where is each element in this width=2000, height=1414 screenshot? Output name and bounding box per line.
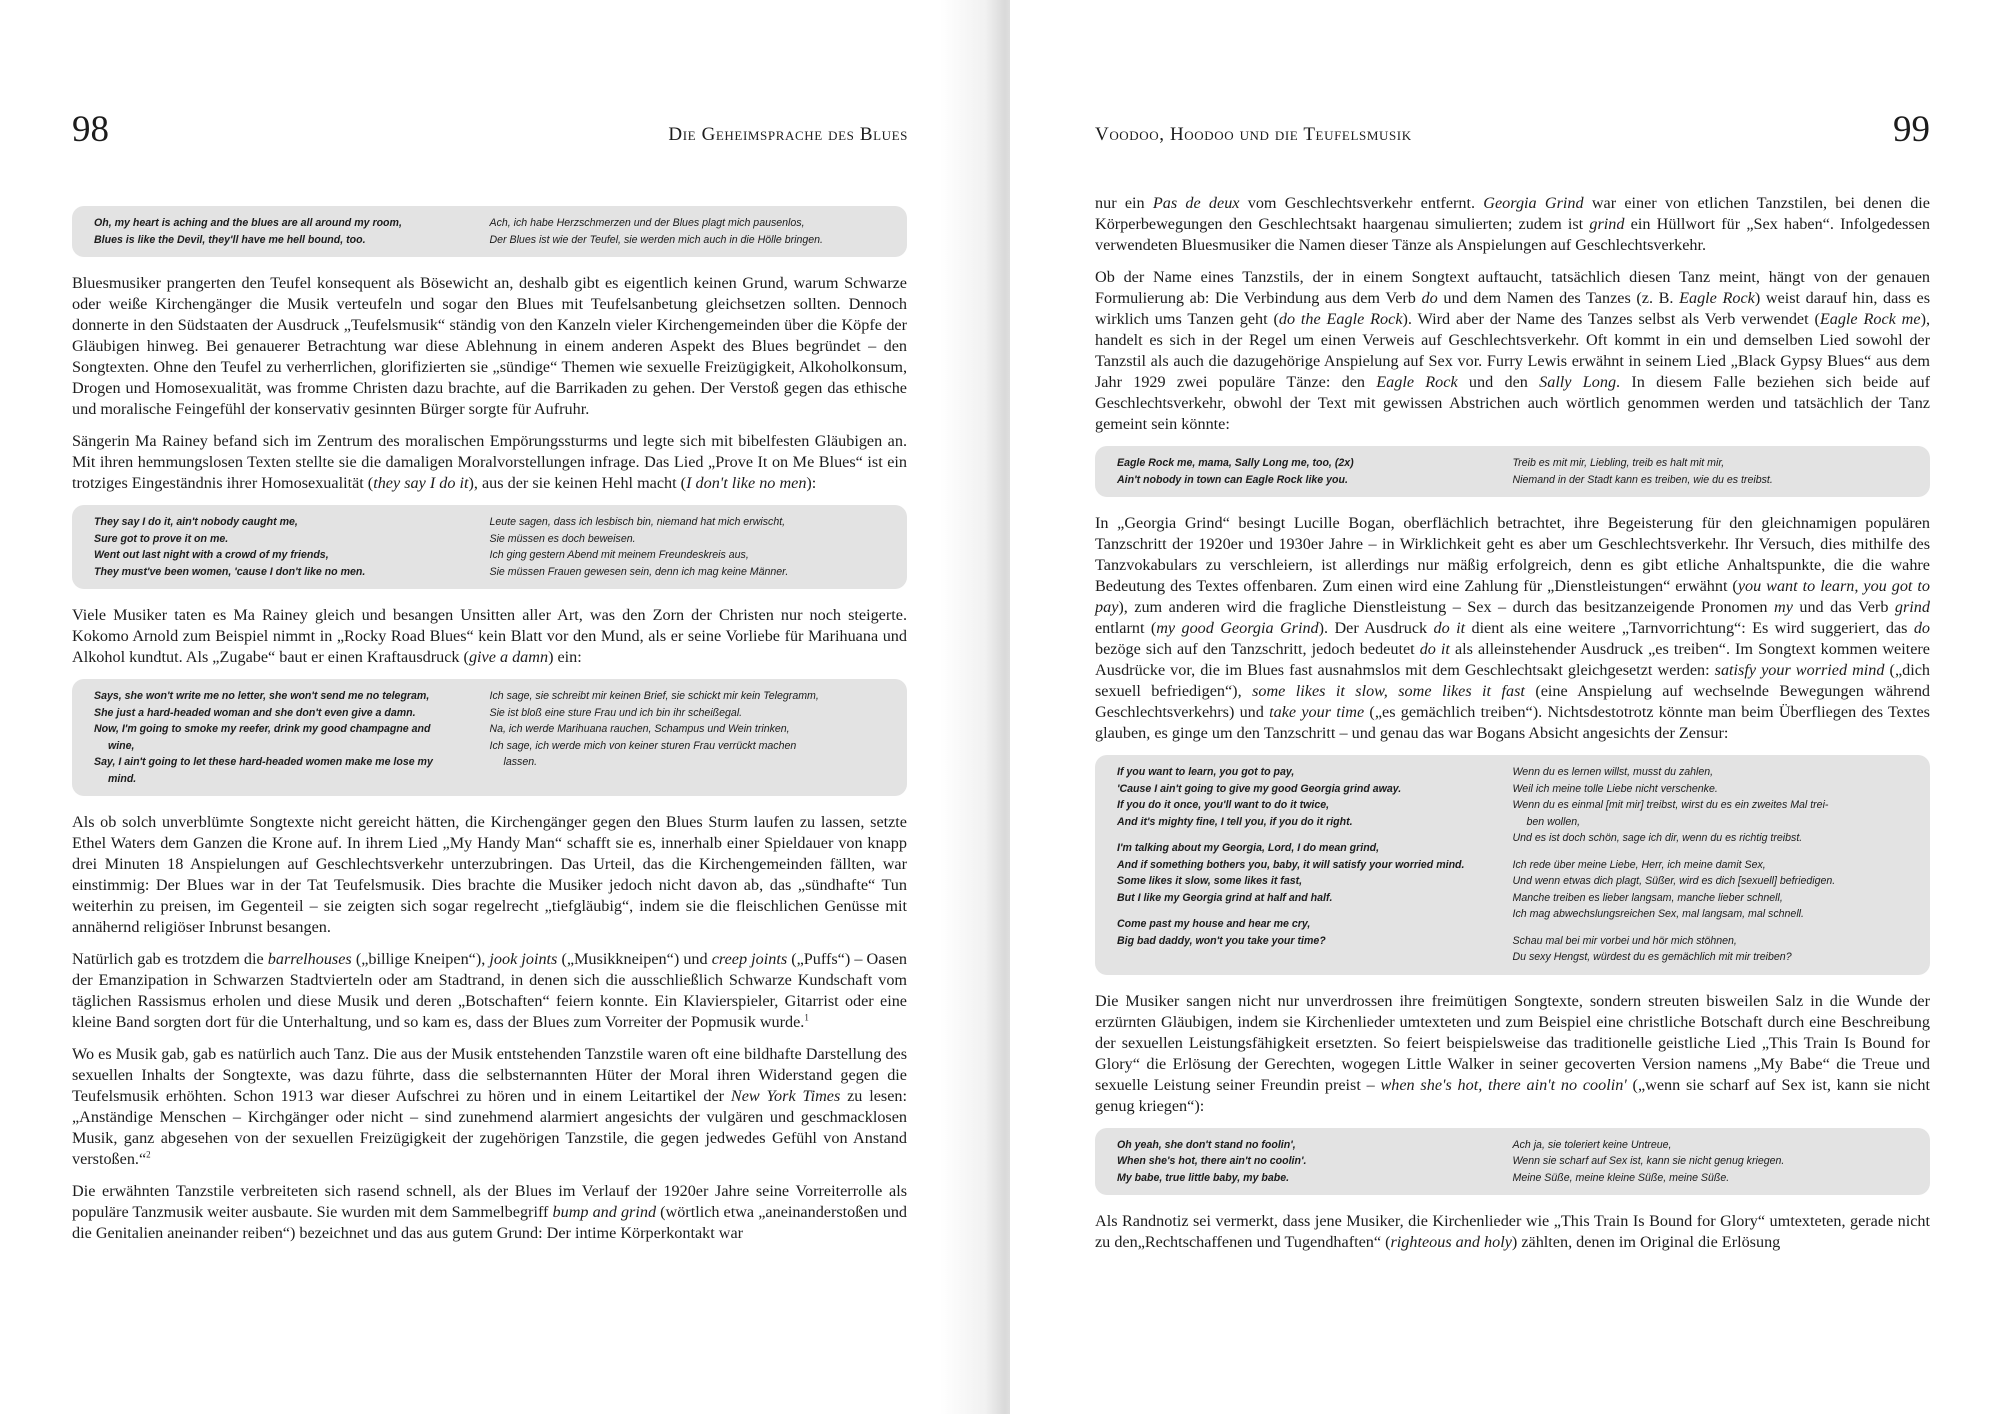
- lyric-translation: [490, 688, 886, 787]
- lyric-line: Says, she won't write me no letter, she won't send me no telegram,: [94, 690, 430, 702]
- body-text: [72, 200, 907, 1255]
- lyric-original: [1117, 764, 1513, 966]
- lyric-line: Sure got to prove it on me.: [94, 532, 229, 545]
- running-head: Voodoo, Hoodoo und die Teufelsmusik: [1095, 124, 1412, 145]
- lyric-translation: [490, 215, 886, 248]
- lyric-translation: [1513, 764, 1909, 966]
- paragraph: Die erwähnten Tanzstile verbreiteten sich rasend schnell, als der Blues im Verlauf der 1920er Jahre seine Vorreiterrolle als populäre Tanzmusik weiter ausbaute. Sie wurden mit dem Sammelbegriff bump and grind (wörtlich etwa „aneinanderstoßen und die Genitalien aneinander reiben“) bezeichnet und das aus gutem Grund: Der intime Körperkontakt war: [72, 1182, 908, 1242]
- lyric-line: And if something bothers you, baby, it will satisfy your worried mind.: [1117, 858, 1465, 871]
- lyric-line: If you do it once, you'll want to do it twice,: [1117, 799, 1330, 811]
- lyric-line: Leute sagen, dass ich lesbisch bin, niemand hat mich erwischt,: [489, 516, 786, 528]
- lyric-box: [72, 206, 907, 257]
- lyric-line: Na, ich werde Marihuana rauchen, Schampus und Wein trinken,: [489, 723, 790, 735]
- lyric-translation: [490, 514, 886, 580]
- lyric-line: Ich sage, ich werde mich von keiner sturen Frau verrückt machen: [489, 739, 797, 752]
- lyric-original: [1117, 455, 1513, 488]
- lyric-original: [1117, 1137, 1513, 1187]
- lyric-line: Sie müssen es doch beweisen.: [489, 532, 636, 545]
- paragraph: nur ein Pas de deux vom Geschlechtsverkehr entfernt. Georgia Grind war einer von etlichen Tanzstilen, bei denen die Körperbewegungen den Geschlechtsakt haargenau simulierten; zudem ist grind ein Hüllwort für „Sex haben“. Infolgedessen verwendeten Bluesmusiker die Namen dieser Tänze als Anspielungen auf Geschlechtsverkehr.: [1095, 194, 1930, 254]
- lyric-box: [1095, 446, 1930, 497]
- lyric-original: [94, 514, 490, 580]
- lyric-translation: [1513, 455, 1909, 488]
- left-page: [0, 0, 990, 1414]
- lyric-line: I'm talking about my Georgia, Lord, I do mean grind,: [1117, 842, 1380, 854]
- lyric-box: [72, 679, 907, 796]
- lyric-line: Went out last night with a crowd of my friends,: [94, 549, 329, 561]
- lyric-line: They say I do it, ain't nobody caught me,: [94, 516, 298, 528]
- lyric-line: Treib es mit mir, Liebling, treib es halt mit mir,: [1512, 457, 1725, 469]
- lyric-box: [72, 505, 907, 589]
- lyric-line: Manche treiben es lieber langsam, manche lieber schnell,: [1512, 891, 1783, 904]
- paragraph: Natürlich gab es trotzdem die barrelhouses („billige Kneipen“), jook joints („Musikkneipen“) und creep joints („Puffs“) – Oasen der Emanzipation in Schwarzen Stadtvierteln oder am Stadtrand, in denen sich die ausschließlich Schwarze Kundschaft vom täglichen Rassismus erholen und diese Musik und deren „Botschaften“ feiern konnte. Ein Klavierspieler, Gitarrist oder eine kleine Band sorgten dort für die Unterhaltung, und so kam es, dass der Blues zum Vorreiter der Popmusik wurde.$^1$: [72, 950, 907, 1031]
- lyric-box: [1095, 755, 1930, 975]
- paragraph: Als ob solch unverblümte Songtexte nicht gereicht hätten, die Kirchengänger gegen den Blues Sturm laufen zu lassen, setzte Ethel Waters dem Ganzen die Krone auf. In ihrem Lied „My Handy Man“ schafft sie es, innerhalb einer Spieldauer von knapp drei Minuten 18 Anspielungen auf Geschlechtsverkehr unterzubringen. Das Urteil, das die Kirchengemeinden fällten, war einstimmig: Der Blues war in der Tat Teufelsmusik. Dies brachte die Musiker jedoch nicht davon ab, das „sündhafte“ Tun weiterhin zu preisen, im Gegenteil – sie zeigten sich sogar regelrecht „tiefgläubig“, indem sie die fleischlichen Genüsse mit annähernd religiöser Inbrunst besangen.: [72, 813, 907, 936]
- lyric-line: Ich rede über meine Liebe, Herr, ich meine damit Sex,: [1512, 858, 1766, 871]
- lyric-line: Du sexy Hengst, würdest du es gemächlich mit mir treiben?: [1512, 951, 1792, 963]
- lyric-line: Sie ist bloß eine sture Frau und ich bin ihr scheißegal.: [489, 706, 743, 719]
- paragraph: Die Musiker sangen nicht nur unverdrossen ihre freimütigen Songtexte, sondern streuten bisweilen Salz in die Wunde der erzürnten Gläubigen, indem sie Kirchenlieder umtexteten und zum Beispiel eine christliche Botschaft durch eine Beschreibung der sexuellen Leistungsfähigkeit ersetzten. So feiert beispielsweise das traditionelle geistliche Lied „This Train Is Bound for Glory“ die Erlösung der Gerechten, wogegen Little Walker in seiner gecoverten Version namens „My Babe“ die Treue und sexuelle Leistung seiner Freundin preist – when she's hot, there ain't no coolin' („wenn sie scharf auf Sex ist, kann sie nicht genug kriegen“):: [1095, 991, 1931, 1115]
- lyric-line: My babe, true little baby, my babe.: [1117, 1171, 1290, 1184]
- lyric-line: She just a hard-headed woman and she don't even give a damn.: [94, 706, 416, 719]
- paragraph: Sängerin Ma Rainey befand sich im Zentrum des moralischen Empörungssturms und legte sich mit bibelfesten Gläubigen an. Mit ihren hemmungslosen Texten stellte sie die damaligen Moralvorstellungen infrage. Das Lied „Prove It on Me Blues“ ist ein trotziges Eingeständnis ihrer Homosexualität (they say I do it), aus der sie keinen Hehl macht (I don't like no men):: [72, 432, 907, 492]
- lyric-line: wine,: [108, 739, 135, 752]
- lyric-line: Weil ich meine tolle Liebe nicht verschenke.: [1512, 782, 1718, 795]
- lyric-original: [94, 688, 490, 787]
- paragraph: Ob der Name eines Tanzstils, der in einem Songtext auftaucht, tatsächlich diesen Tanz meint, hängt von der genauen Formulierung ab: Die Verbindung aus dem Verb do und dem Namen des Tanzes (z. B. Eagle Rock) weist darauf hin, dass es wirklich ums Tanzen geht (do the Eagle Rock). Wird aber der Name des Tanzes selbst als Verb verwendet (Eagle Rock me), handelt es sich in der Regel um einen Verweis auf Geschlechtsverkehr. Oft kommt in ein und demselben Lied sowohl der Tanzstil als auch die dazugehörige Anspielung auf Sex vor. Furry Lewis erwähnt in seinem Lied „Black Gypsy Blues“ aus dem Jahr 1929 zwei populäre Tänze: den Eagle Rock und den Sally Long. In diesem Falle beziehen sich beide auf Geschlechtsverkehr, obwohl der Text mit gewissen Abstrichen auch wörtlich genommen werden und tatsächlich der Tanz gemeint sein könnte:: [1095, 268, 1930, 433]
- lyric-line: Wenn sie scharf auf Sex ist, kann sie nicht genug kriegen.: [1512, 1155, 1785, 1167]
- paragraph: Als Randnotiz sei vermerkt, dass jene Musiker, die Kirchenlieder wie „This Train Is Bound for Glory“ umtexteten, gerade nicht zu den„Rechtschaffenen und Tugendhaften“ (righteous and holy) zählten, denen im Original die Erlösung: [1095, 1212, 1930, 1251]
- lyric-line: Now, I'm going to smoke my reefer, drink my good champagne and: [94, 723, 431, 735]
- lyric-line: Come past my house and hear me cry,: [1117, 918, 1311, 930]
- paragraph: Bluesmusiker prangerten den Teufel konsequent als Bösewicht an, deshalb gibt es eigentlich keinen Grund, warum Schwarze oder weiße Kirchengänger die Musik verteufeln und sogar den Blues mit Teufelsanbetung gleichsetzen sollten. Dennoch donnerte in den Südstaaten der Ausdruck „Teufelsmusik“ ständig von den Kanzeln vieler Kirchengemeinden über die Köpfe der Gläubigen hinweg. Bei genauerer Betrachtung war diese Ablehnung in einem anderen Aspekt des Blues begründet – den Songtexten. Ohne den Teufel zu verherrlichen, glorifizierten sie „sündige“ Themen wie sexuelle Freizügigkeit, Alkoholkonsum, Drogen und Homosexualität, was fromme Christen dazu brachte, auf die Barrikaden zu gehen. Der Verstoß gegen das ethische und moralische Feingefühl der konservativ gesinnten Bürger sorgte für Aufruhr.: [72, 274, 907, 418]
- paragraph: In „Georgia Grind“ besingt Lucille Bogan, oberflächlich betrachtet, ihre Begeisterung für den gleichnamigen populären Tanzschritt der 1920er und 1930er Jahre – in Wirklichkeit geht es aber um Geschlechtsverkehr. Ihr Versuch, dies mithilfe des Tanzvokabulars zu verschleiern, ist allerdings nur mäßig erfolgreich, denn es gibt etliche Anhaltspunkte, die die wahre Bedeutung des Textes offenbaren. Zum einen wird eine Zahlung für „Dienstleistungen“ erwähnt (you want to learn, you got to pay), zum anderen wird die fragliche Dienstleistung – Sex – durch das besitzanzeigende Pronomen my und das Verb grind entlarnt (my good Georgia Grind). Der Ausdruck do it dient als eine weitere „Tarnvorrichtung“: Es wird suggeriert, das do bezöge sich auf den Tanzschritt, jedoch bedeutet do it als alleinstehender Ausdruck „es treiben“. Im Songtext kommen weitere Ausdrücke vor, die im Blues fast ausnahmslos mit dem Geschlechtsakt gleichgesetzt werden: satisfy your worried mind („dich sexuell befriedigen“), some likes it slow, some likes it fast (eine Anspielung auf wechselnde Bewegungen während Geschlechtsverkehrs) und take your time („es gemächlich treiben“). Nichtsdestotrotz könnte man beim Überfliegen des Textes glauben, es ginge um den Tanzschritt – und genau das war Bogans Absicht angesichts der Zensur:: [1095, 514, 1931, 742]
- lyric-line: Ain't nobody in town can Eagle Rock like you.: [1117, 473, 1348, 486]
- lyric-translation: [1513, 1137, 1909, 1187]
- lyric-line: Blues is like the Devil, they'll have me hell bound, too.: [94, 233, 366, 246]
- lyric-line: mind.: [108, 772, 137, 785]
- lyric-line: Ich mag abwechslungsreichen Sex, mal langsam, mal schnell.: [1512, 908, 1804, 920]
- lyric-line: ben wollen,: [1526, 815, 1581, 828]
- lyric-line: If you want to learn, you got to pay,: [1117, 766, 1295, 778]
- lyric-line: Meine Süße, meine kleine Süße, meine Süße.: [1512, 1171, 1730, 1184]
- page-number: 98: [72, 109, 109, 150]
- lyric-line: Ach ja, sie toleriert keine Untreue,: [1512, 1138, 1672, 1151]
- footnote-ref[interactable]: 1: [804, 1012, 809, 1023]
- lyric-line: Wenn du es einmal [mit mir] treibst, wirst du es ein zweites Mal trei-: [1512, 799, 1829, 811]
- paragraph: Wo es Musik gab, gab es natürlich auch Tanz. Die aus der Musik entstehenden Tanzstile waren oft eine bildhafte Darstellung des sexuellen Inhalts der Songtexte, was dazu führte, dass die selbsternannten Hüter der Moral ihren Widerstand gegen die Teufelsmusik erhöhten. Schon 1913 war dieser Aufschrei zu hören und in einem Leitartikel der New York Times zu lesen: „Anständige Menschen – Kirchgänger oder nicht – sind zunehmend alarmiert angesichts der vulgären und geschmacklosen Musik, ganz abgesehen von der sexuellen Freizügigkeit der zugehörigen Tanzstile, die gegen jedwedes Gefühl von Anstand verstoßen.“$^2$: [72, 1045, 908, 1168]
- lyric-line: But I like my Georgia grind at half and half.: [1117, 891, 1333, 904]
- lyric-line: Wenn du es lernen willst, musst du zahlen,: [1512, 766, 1714, 778]
- lyric-line: Und es ist doch schön, sage ich dir, wenn du es richtig treibst.: [1512, 832, 1803, 844]
- lyric-line: Und wenn etwas dich plagt, Süßer, wird es dich [sexuell] befriedigen.: [1512, 875, 1836, 887]
- lyric-line: Niemand in der Stadt kann es treiben, wie du es treibst.: [1512, 473, 1773, 486]
- lyric-line: Ach, ich habe Herzschmerzen und der Blues plagt mich pausenlos,: [489, 217, 805, 229]
- lyric-line: Ich ging gestern Abend mit meinem Freundeskreis aus,: [489, 549, 749, 561]
- footnote-ref[interactable]: 2: [146, 1149, 151, 1160]
- lyric-line: When she's hot, there ain't no coolin'.: [1117, 1155, 1307, 1167]
- lyric-line: 'Cause I ain't going to give my good Georgia grind away.: [1117, 782, 1402, 795]
- lyric-box: [1095, 1128, 1930, 1196]
- lyric-line: Some likes it slow, some likes it fast,: [1117, 875, 1303, 887]
- body-text: [1095, 193, 1930, 1264]
- lyric-line: They must've been women, 'cause I don't like no men.: [94, 565, 366, 578]
- lyric-line: Eagle Rock me, mama, Sally Long me, too, (2x): [1117, 457, 1354, 469]
- lyric-line: Say, I ain't going to let these hard-headed women make me lose my: [94, 756, 433, 768]
- right-page: [1010, 0, 2000, 1414]
- lyric-line: lassen.: [503, 756, 538, 768]
- lyric-line: Der Blues ist wie der Teufel, sie werden mich auch in die Hölle bringen.: [489, 233, 823, 246]
- page-number: 99: [1893, 109, 1930, 150]
- lyric-line: And it's mighty fine, I tell you, if you do it right.: [1117, 815, 1353, 828]
- lyric-line: Oh, my heart is aching and the blues are all around my room,: [94, 217, 402, 229]
- running-head: Die Geheimsprache des Blues: [668, 124, 908, 145]
- lyric-line: Ich sage, sie schreibt mir keinen Brief, sie schickt mir kein Telegramm,: [489, 690, 819, 702]
- lyric-original: [94, 215, 490, 248]
- paragraph: Viele Musiker taten es Ma Rainey gleich und besangen Unsitten aller Art, was den Zorn der Christen nur noch steigerte. Kokomo Arnold zum Beispiel nimmt in „Rocky Road Blues“ kein Blatt vor den Mund, als er seine Vorliebe für Marihuana und Alkohol kundtut. Als „Zugabe“ baut er einen Kraftausdruck (give a damn) ein:: [72, 606, 907, 666]
- lyric-line: Oh yeah, she don't stand no foolin',: [1117, 1138, 1296, 1151]
- lyric-line: Sie müssen Frauen gewesen sein, denn ich mag keine Männer.: [489, 565, 789, 578]
- lyric-line: Big bad daddy, won't you take your time?: [1117, 934, 1326, 947]
- lyric-line: Schau mal bei mir vorbei und hör mich stöhnen,: [1512, 934, 1737, 947]
